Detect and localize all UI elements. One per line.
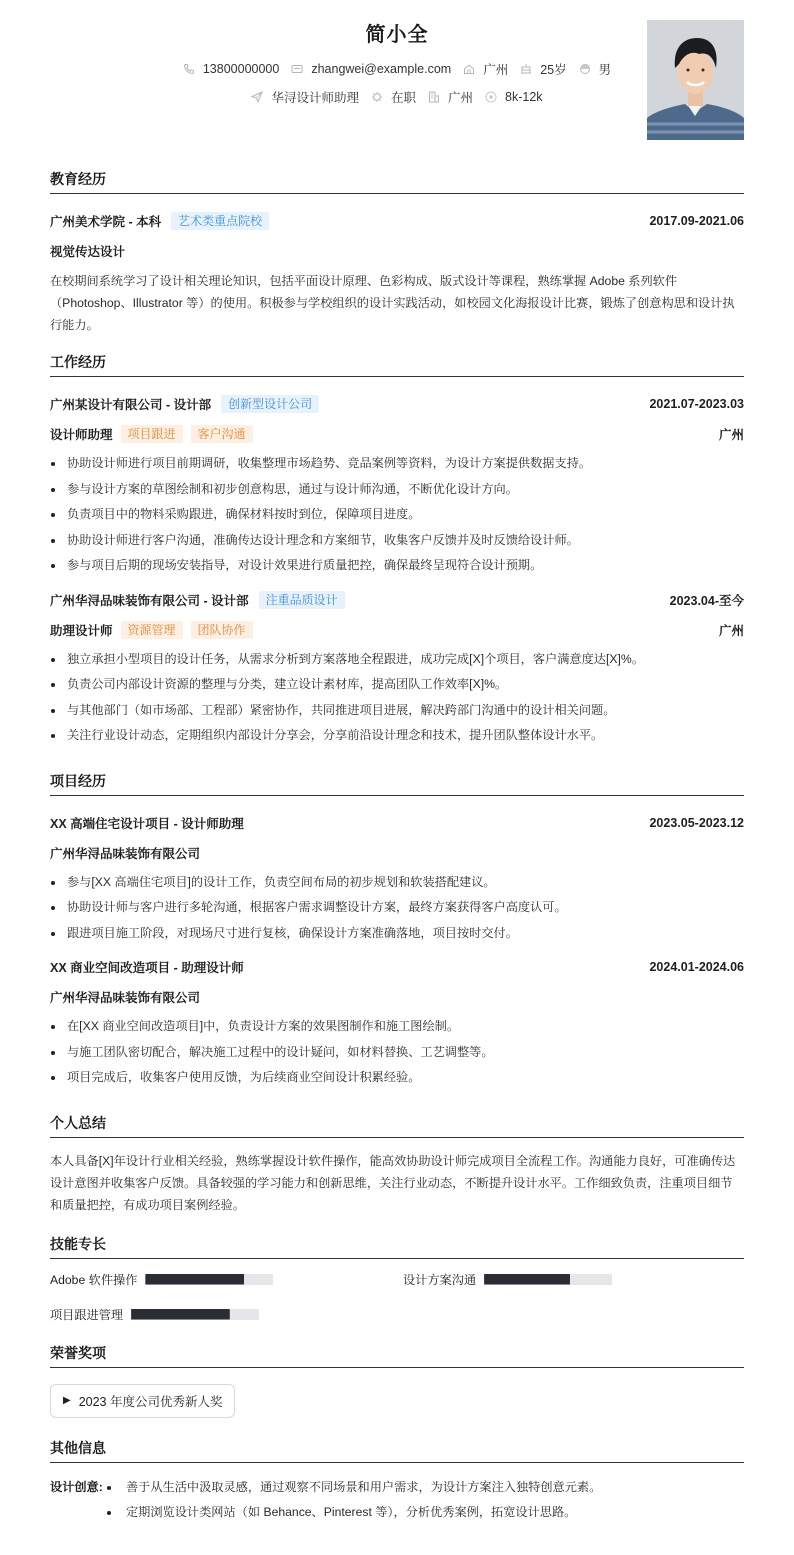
- info-salary: [485, 90, 543, 104]
- project-company: 广州华浔品味装饰有限公司: [50, 846, 201, 861]
- salary-text: 8k-12k: [505, 90, 543, 104]
- info-phone: [183, 62, 279, 76]
- target-position-text: 华浔设计师助理: [271, 91, 359, 105]
- job-position: 助理设计师: [50, 623, 113, 638]
- project-bullets: [50, 870, 744, 947]
- age-text: 25岁: [540, 63, 567, 77]
- job-company: 广州华浔品味装饰有限公司 - 设计部: [50, 593, 249, 608]
- project-entry: [50, 808, 744, 947]
- skill-tag: 团队协作: [191, 621, 253, 639]
- project-name: XX 高端住宅设计项目 - 设计师助理: [50, 816, 244, 831]
- summary-text: 本人具备[X]年设计行业相关经验，熟练掌握设计软件操作，能高效协助设计师完成项目全流程工作。沟通能力良好，可准确传达设计意图并收集客户反馈。具备较强的学习能力和创新思维，关注行业动态，不断提升设计水平。工作细致负责，注重项目细节和质量把控，有成功项目案例经验。: [50, 1153, 736, 1212]
- company-tag: 注重品质设计: [259, 591, 345, 609]
- list-item: 关注行业设计动态，定期组织内部设计分享会，分享前沿设计理念和技术，提升团队整体设计水平。: [50, 723, 744, 749]
- list-item: 参与项目后期的现场安装指导，对设计效果进行质量把控，确保最终呈现符合设计预期。: [50, 553, 744, 579]
- skills-title: 技能专长: [50, 1234, 744, 1259]
- job-entry: [50, 389, 744, 579]
- building-icon: [428, 91, 440, 103]
- skill-tag: 资源管理: [121, 621, 183, 639]
- gender-text: 男: [598, 63, 612, 77]
- gender-icon: [579, 63, 591, 75]
- list-item: 协助设计师与客户进行多轮沟通，根据客户需求调整设计方案，最终方案获得客户高度认可。: [50, 895, 744, 921]
- other-title: 其他信息: [50, 1438, 744, 1463]
- job-location: 广州: [718, 428, 744, 442]
- list-item: 参与[XX 高端住宅项目]的设计工作，负责空间布局的初步规划和软装搭配建议。: [50, 870, 744, 896]
- list-item: 定期浏览设计类网站（如 Behance、Pinterest 等），分析优秀案例，拓宽设计思路。: [106, 1500, 601, 1526]
- major-name: 视觉传达设计: [50, 245, 126, 259]
- list-item: 协助设计师进行客户沟通，准确传达设计理念和方案细节，收集客户反馈并及时反馈给设计师。: [50, 528, 744, 554]
- job-date: 2021.07-2023.03: [649, 397, 744, 411]
- skills-section: [50, 1234, 744, 1323]
- job-entry: [50, 585, 744, 749]
- skills-grid: [50, 1271, 744, 1323]
- job-company: 广州某设计有限公司 - 设计部: [50, 398, 212, 412]
- city-text: 广州: [483, 63, 509, 77]
- info-gender: [579, 60, 612, 78]
- target-city-text: 广州: [447, 91, 473, 105]
- skill-item: [50, 1271, 403, 1288]
- education-header-row: [50, 206, 744, 236]
- education-title: 教育经历: [50, 169, 744, 194]
- job-bullets: [50, 451, 744, 579]
- education-description: 在校期间系统学习了设计相关理论知识，包括平面设计原理、色彩构成、版式设计等课程，熟练掌握 Adobe 系列软件（Photoshop、Illustrator 等）的使用。积极参与学校组织的设计实践活动，如校园文化海报设计比赛，锻炼了创意构思和设计执行能力。: [50, 274, 735, 332]
- other-info-row: [50, 1475, 744, 1526]
- list-item: 项目完成后，收集客户使用反馈，为后续商业空间设计积累经验。: [50, 1065, 744, 1091]
- list-item: 跟进项目施工阶段，对现场尺寸进行复核，确保设计方案准确落地，项目按时交付。: [50, 921, 744, 947]
- school-tag: 艺术类重点院校: [171, 212, 269, 230]
- other-section: [50, 1438, 744, 1526]
- list-item: 善于从生活中汲取灵感，通过观察不同场景和用户需求，为设计方案注入独特创意元素。: [106, 1475, 601, 1501]
- skill-bar: [131, 1309, 259, 1320]
- home-icon: [463, 63, 475, 75]
- skill-bar-fill: [484, 1274, 570, 1285]
- project-company: 广州华浔品味装饰有限公司: [50, 991, 201, 1005]
- info-target-position: [251, 88, 359, 106]
- list-item: 负责项目中的物料采购跟进，确保材料按时到位，保障项目进度。: [50, 502, 744, 528]
- list-item: 独立承担小型项目的设计任务，从需求分析到方案落地全程跟进，成功完成[X]个项目，客户满意度达[X]%。: [50, 647, 744, 673]
- job-intent-row: [50, 88, 744, 106]
- calendar-icon: [520, 63, 532, 75]
- info-city: [463, 60, 508, 78]
- resume-header: [50, 0, 744, 155]
- projects-title: 项目经历: [50, 771, 744, 796]
- skill-bar: [145, 1274, 273, 1285]
- info-age: [520, 60, 566, 78]
- skill-bar: [484, 1274, 612, 1285]
- skill-tag: 项目跟进: [121, 425, 183, 443]
- school-name: 广州美术学院 - 本科: [50, 215, 162, 229]
- skill-bar-fill: [131, 1309, 230, 1320]
- projects-section: [50, 771, 744, 1091]
- skill-label: 项目跟进管理: [50, 1307, 124, 1322]
- info-status: [371, 88, 416, 106]
- send-icon: [251, 91, 263, 103]
- list-item: 参与设计方案的草图绘制和初步创意构思，通过与设计师沟通，不断优化设计方向。: [50, 477, 744, 503]
- work-title: 工作经历: [50, 352, 744, 377]
- skill-bar-fill: [145, 1274, 244, 1285]
- skill-tag: 客户沟通: [191, 425, 253, 443]
- project-date: 2024.01-2024.06: [649, 960, 744, 974]
- other-label: 设计创意:: [50, 1479, 103, 1494]
- info-email: [291, 62, 451, 76]
- work-section: [50, 352, 744, 749]
- skill-item: [403, 1271, 744, 1288]
- awards-title: 荣誉奖项: [50, 1343, 744, 1368]
- education-date: 2017.09-2021.06: [649, 214, 744, 228]
- job-date: 2023.04-至今: [669, 593, 744, 608]
- list-item: 与施工团队密切配合，解决施工过程中的设计疑问，如材料替换、工艺调整等。: [50, 1040, 744, 1066]
- phone-icon: [183, 63, 195, 75]
- salary-icon: [485, 91, 497, 103]
- profile-photo: [647, 20, 744, 140]
- award-text: 2023 年度公司优秀新人奖: [78, 1394, 223, 1409]
- list-item: 与其他部门（如市场部、工程部）紧密协作，共同推进项目进展，解决跨部门沟通中的设计相关问题。: [50, 698, 744, 724]
- other-bullets: [106, 1475, 601, 1526]
- project-bullets: [50, 1014, 744, 1091]
- triangle-right-icon: ▶: [63, 1395, 71, 1406]
- list-item: 在[XX 商业空间改造项目]中，负责设计方案的效果图制作和施工图绘制。: [50, 1014, 744, 1040]
- project-entry: [50, 952, 744, 1091]
- list-item: 负责公司内部设计资源的整理与分类，建立设计素材库，提高团队工作效率[X]%。: [50, 672, 744, 698]
- email-text: zhangwei@example.com: [311, 62, 452, 76]
- education-section: [50, 169, 744, 336]
- mail-icon: [291, 63, 303, 75]
- list-item: 协助设计师进行项目前期调研，收集整理市场趋势、竞品案例等资料，为设计方案提供数据支持。: [50, 451, 744, 477]
- award-toggle[interactable]: [50, 1384, 235, 1418]
- job-position: 设计师助理: [50, 428, 113, 442]
- info-target-city: [428, 88, 473, 106]
- company-tag: 创新型设计公司: [221, 395, 319, 413]
- skill-label: 设计方案沟通: [403, 1272, 477, 1287]
- contact-row: [50, 60, 744, 78]
- summary-title: 个人总结: [50, 1113, 744, 1138]
- candidate-name: 简小全: [365, 24, 429, 46]
- job-bullets: [50, 647, 744, 749]
- status-text: 在职: [390, 91, 416, 105]
- project-date: 2023.05-2023.12: [649, 815, 744, 830]
- awards-section: [50, 1343, 744, 1418]
- status-icon: [371, 91, 383, 103]
- project-name: XX 商业空间改造项目 - 助理设计师: [50, 961, 244, 975]
- job-location: 广州: [718, 623, 744, 638]
- phone-text: 13800000000: [202, 62, 280, 76]
- skill-item: [50, 1306, 403, 1323]
- summary-section: [50, 1113, 744, 1216]
- major-row: [50, 236, 744, 266]
- skill-label: Adobe 软件操作: [50, 1272, 138, 1287]
